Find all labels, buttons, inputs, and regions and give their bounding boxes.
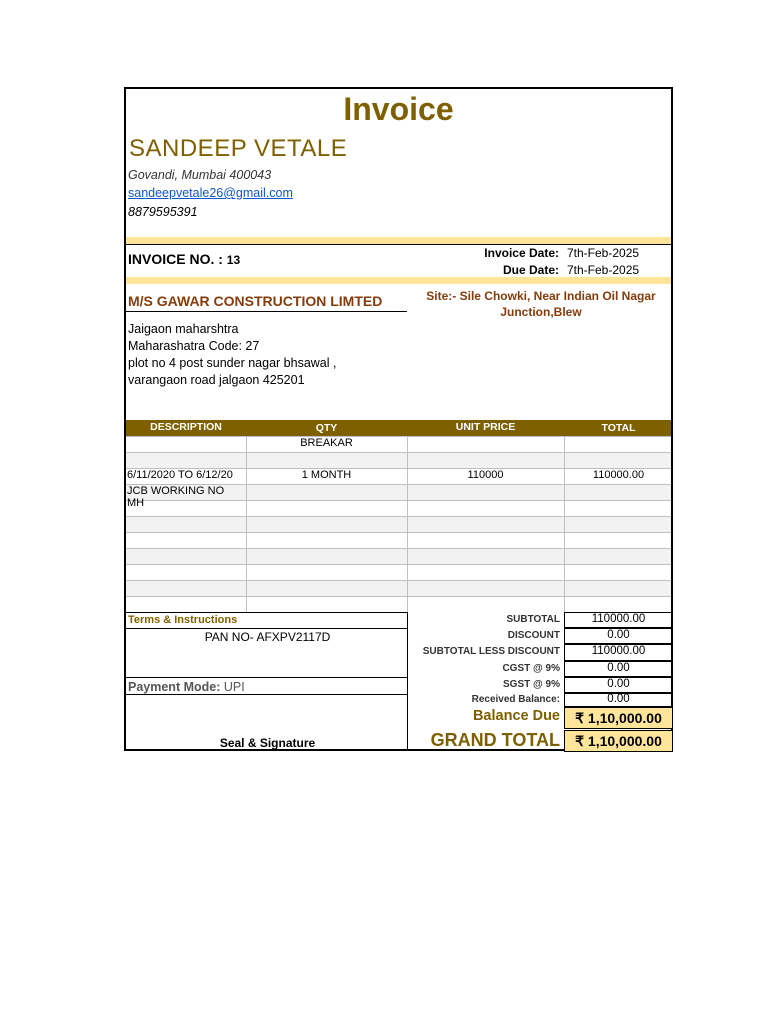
header-band-bottom (126, 277, 671, 284)
table-cell-description: 6/11/2020 TO 6/12/20 (127, 469, 233, 481)
site-address: Site:- Sile Chowki, Near Indian Oil Nagar Junction,Blew (426, 289, 656, 319)
grid-line (126, 516, 671, 517)
discount-value: 0.00 (607, 629, 630, 641)
table-row (126, 516, 671, 532)
subtotal-label: SUBTOTAL (506, 614, 560, 625)
table-cell-unit-price: 110000 (467, 469, 504, 481)
divider (407, 612, 408, 751)
grid-line (407, 436, 408, 612)
subtotal-less-discount-label: SUBTOTAL LESS DISCOUNT (422, 646, 560, 657)
due-date-label: Due Date: (502, 263, 559, 277)
grid-line (564, 436, 565, 612)
client-address-line: Jaigaon maharshtra (128, 322, 239, 336)
sender-email-link[interactable]: sandeepvetale26@gmail.com (128, 186, 293, 200)
invoice-sheet (124, 87, 673, 751)
invoice-title: Invoice (343, 91, 454, 127)
table-header (126, 420, 671, 436)
grand-total-value: ₹ 1,10,000.00 (564, 730, 673, 752)
client-underline (126, 311, 407, 312)
divider (126, 244, 671, 245)
grid-line (126, 580, 671, 581)
cgst-label: CGST @ 9% (502, 663, 560, 674)
grid-line (126, 452, 671, 453)
grid-line (126, 532, 671, 533)
table-cell-total: 110000.00 (592, 469, 645, 481)
table-row (126, 452, 671, 468)
divider (126, 677, 408, 678)
sgst-value: 0.00 (607, 678, 630, 690)
col-header-total: TOTAL (601, 422, 636, 434)
sender-address: Govandi, Mumbai 400043 (128, 168, 272, 182)
sender-name: SANDEEP VETALE (129, 135, 348, 162)
invoice-number-label: INVOICE NO. : (128, 251, 223, 267)
discount-label: DISCOUNT (507, 630, 560, 641)
due-date-value: 7th-Feb-2025 (567, 263, 640, 277)
pan-number: PAN NO- AFXPV2117D (204, 630, 331, 644)
grand-total-label: GRAND TOTAL (430, 730, 560, 750)
payment-mode (128, 680, 245, 694)
sender-phone: 8879595391 (128, 205, 198, 219)
table-row (126, 548, 671, 564)
balance-due-label: Balance Due (472, 708, 560, 724)
cgst-value: 0.00 (607, 662, 630, 674)
client-address-line: Maharashatra Code: 27 (128, 339, 260, 353)
grid-line (246, 436, 247, 612)
received-balance-value: 0.00 (607, 693, 630, 705)
table-cell-description: JCB WORKING NO MH (127, 485, 225, 509)
grid-line (126, 564, 671, 565)
col-header-description: DESCRIPTION (150, 421, 222, 433)
grid-line (126, 596, 671, 597)
client-address-line: varangaon road jalgaon 425201 (128, 373, 305, 387)
received-balance-label: Received Balance: (471, 694, 560, 705)
col-header-unit-price: UNIT PRICE (455, 421, 516, 433)
invoice-number (128, 251, 240, 267)
payment-mode-value: UPI (223, 680, 245, 694)
header-band-top (126, 237, 671, 244)
table-cell-qty: BREAKAR (300, 437, 353, 449)
grid-line (126, 548, 671, 549)
invoice-date-value: 7th-Feb-2025 (567, 246, 640, 260)
invoice-number-value: 13 (226, 253, 241, 267)
table-cell-qty: 1 MONTH (301, 469, 352, 481)
subtotal-value: 110000.00 (591, 613, 646, 625)
client-name: M/S GAWAR CONSTRUCTION LIMTED (128, 293, 383, 309)
balance-due-value: ₹ 1,10,000.00 (564, 707, 673, 729)
col-header-qty: QTY (315, 422, 338, 434)
divider (126, 612, 408, 613)
terms-label: Terms & Instructions (128, 614, 238, 626)
invoice-date-label: Invoice Date: (484, 246, 559, 260)
sgst-label: SGST @ 9% (503, 679, 560, 690)
seal-signature: Seal & Signature (219, 736, 316, 750)
client-address-line: plot no 4 post sunder nagar bhsawal , (128, 356, 337, 370)
divider (126, 628, 408, 629)
subtotal-less-discount-value: 110000.00 (591, 645, 646, 657)
divider (126, 694, 408, 695)
table-row (126, 580, 671, 596)
payment-mode-label: Payment Mode: (128, 680, 221, 694)
